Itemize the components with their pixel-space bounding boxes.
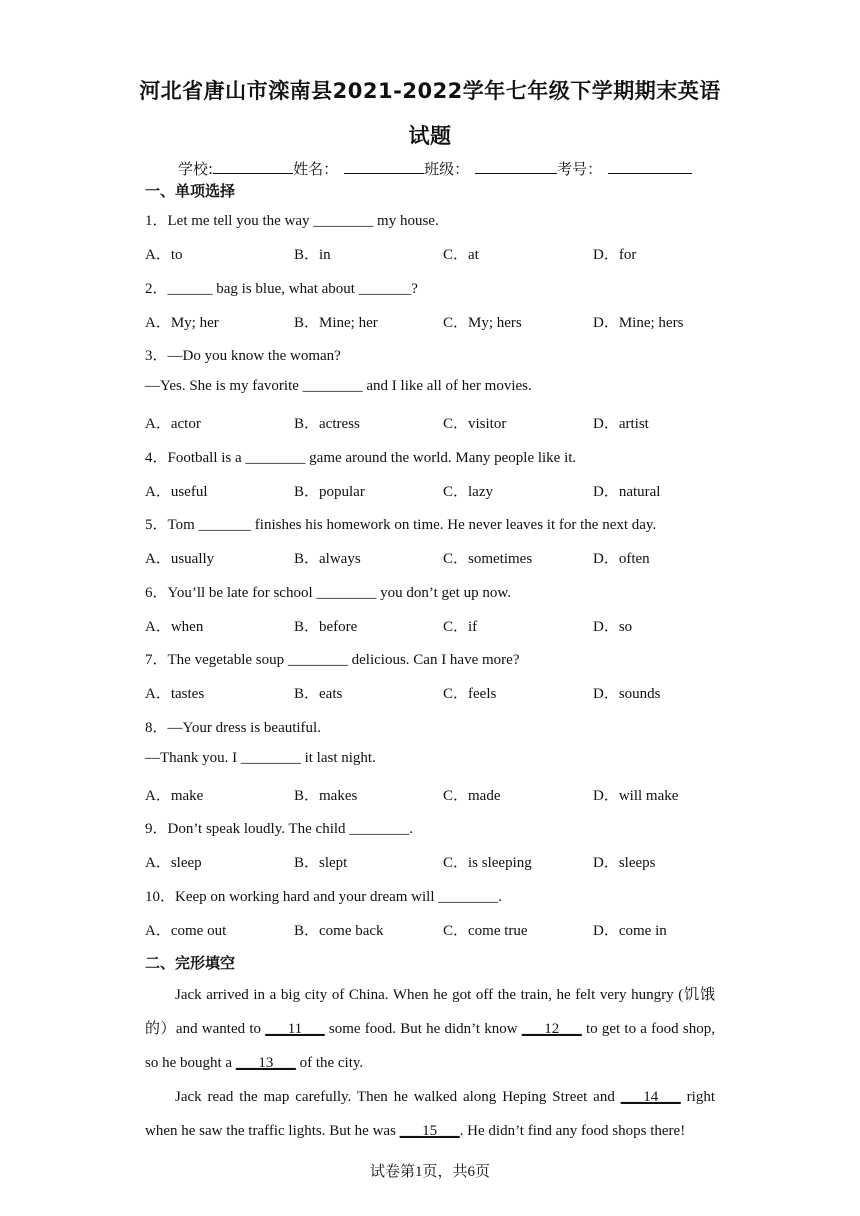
option-a: A．come out [145, 923, 227, 939]
school-blank [213, 159, 293, 174]
option-d: D．come in [593, 923, 667, 939]
cloze-gap-11: ___11___ [265, 1021, 325, 1037]
option-b: B．slept [294, 855, 348, 871]
cloze-text: Jack arrived in a big city of China. When he got off the train, he felt very hungry (饥饿的）and wanted to [145, 987, 715, 1037]
question-9-options [145, 851, 745, 871]
question-8-line2: —Thank you. I ________ it last night. [145, 750, 376, 766]
question-5-options [145, 547, 745, 567]
option-c: C．My; hers [443, 315, 522, 331]
option-c: C．come true [443, 923, 528, 939]
option-d: D．Mine; hers [593, 315, 684, 331]
question-8: 8．—Your dress is beautiful. [145, 720, 321, 736]
option-c: C．made [443, 788, 501, 804]
question-3-options [145, 412, 745, 432]
option-a: A．make [145, 788, 204, 804]
question-7-options [145, 682, 745, 702]
exam-title-line2: 试题 [408, 124, 452, 148]
option-a: A．useful [145, 484, 208, 500]
question-6-options [145, 615, 745, 635]
page-footer: 试卷第1页，共6页 [369, 1164, 490, 1180]
section-heading-single-choice: 一、单项选择 [145, 182, 236, 200]
exam-no-blank [608, 159, 692, 174]
question-6: 6．You’ll be late for school ________ you don’t get up now. [145, 585, 511, 601]
cloze-gap-14: ___14___ [620, 1089, 681, 1105]
option-b: B．popular [294, 484, 365, 500]
option-d: D．artist [593, 416, 649, 432]
option-b: B．Mine; her [294, 315, 378, 331]
exam-title-line1: 河北省唐山市滦南县2021-2022学年七年级下学期期末英语 [139, 79, 721, 103]
option-c: C．if [443, 619, 478, 635]
question-10-options [145, 919, 745, 939]
student-info-row [178, 158, 692, 179]
option-a: A．sleep [145, 855, 202, 871]
cloze-gap-13: ___13___ [235, 1055, 296, 1071]
question-8-options [145, 784, 745, 804]
name-blank [344, 159, 424, 174]
option-d: D．natural [593, 484, 661, 500]
cloze-gap-15: ___15___ [399, 1123, 460, 1139]
option-d: D．often [593, 551, 650, 567]
cloze-gap-12: ___12___ [521, 1021, 582, 1037]
option-d: D．sounds [593, 686, 661, 702]
cloze-paragraph-2 [145, 1080, 715, 1148]
cloze-text: of the city. [295, 1055, 364, 1071]
question-4: 4．Football is a ________ game around the world. Many people like it. [145, 450, 577, 466]
option-b: B．eats [294, 686, 343, 702]
option-b: B．before [294, 619, 358, 635]
school-label: 学校: [178, 160, 214, 178]
question-2: 2．______ bag is blue, what about _______? [145, 281, 418, 297]
option-c: C．lazy [443, 484, 493, 500]
question-4-options [145, 480, 745, 500]
option-a: A．actor [145, 416, 201, 432]
cloze-text: some food. But he didn’t know [324, 1021, 522, 1037]
option-d: D．will make [593, 788, 679, 804]
option-a: A．when [145, 619, 204, 635]
class-blank [475, 159, 557, 174]
option-c: C．feels [443, 686, 497, 702]
option-a: A．usually [145, 551, 215, 567]
option-a: A．tastes [145, 686, 205, 702]
name-label: 姓名： [293, 160, 339, 178]
question-7: 7．The vegetable soup ________ delicious. Can I have more? [145, 652, 520, 668]
option-d: D．sleeps [593, 855, 656, 871]
cloze-text: to get to a food shop, so he bought a [145, 1021, 715, 1071]
section-heading-cloze: 二、完形填空 [145, 954, 236, 972]
option-c: C．visitor [443, 416, 507, 432]
option-a: A．My; her [145, 315, 219, 331]
option-d: D．so [593, 619, 633, 635]
question-3: 3．—Do you know the woman? [145, 348, 341, 364]
option-d: D．for [593, 247, 637, 263]
option-c: C．at [443, 247, 479, 263]
question-9: 9．Don’t speak loudly. The child ________. [145, 821, 414, 837]
class-label: 班级： [424, 160, 470, 178]
cloze-text: . He didn’t find any food shops there! [459, 1123, 686, 1139]
question-2-options [145, 311, 745, 331]
option-b: B．in [294, 247, 331, 263]
option-b: B．always [294, 551, 361, 567]
question-1-options [145, 243, 745, 263]
cloze-paragraph-1 [145, 978, 715, 1080]
option-a: A．to [145, 247, 183, 263]
cloze-text: Jack read the map carefully. Then he walked along Heping Street and [175, 1089, 621, 1105]
question-1: 1．Let me tell you the way ________ my house. [145, 213, 439, 229]
cloze-text: right when he saw the traffic lights. But he was [145, 1089, 715, 1139]
question-3-line2: —Yes. She is my favorite ________ and I like all of her movies. [145, 378, 532, 394]
question-10: 10．Keep on working hard and your dream will ________. [145, 889, 503, 905]
option-b: B．come back [294, 923, 384, 939]
option-b: B．actress [294, 416, 360, 432]
exam-no-label: 考号： [557, 160, 603, 178]
option-b: B．makes [294, 788, 358, 804]
option-c: C．is sleeping [443, 855, 532, 871]
option-c: C．sometimes [443, 551, 533, 567]
question-5: 5．Tom _______ finishes his homework on time. He never leaves it for the next day. [145, 517, 657, 533]
